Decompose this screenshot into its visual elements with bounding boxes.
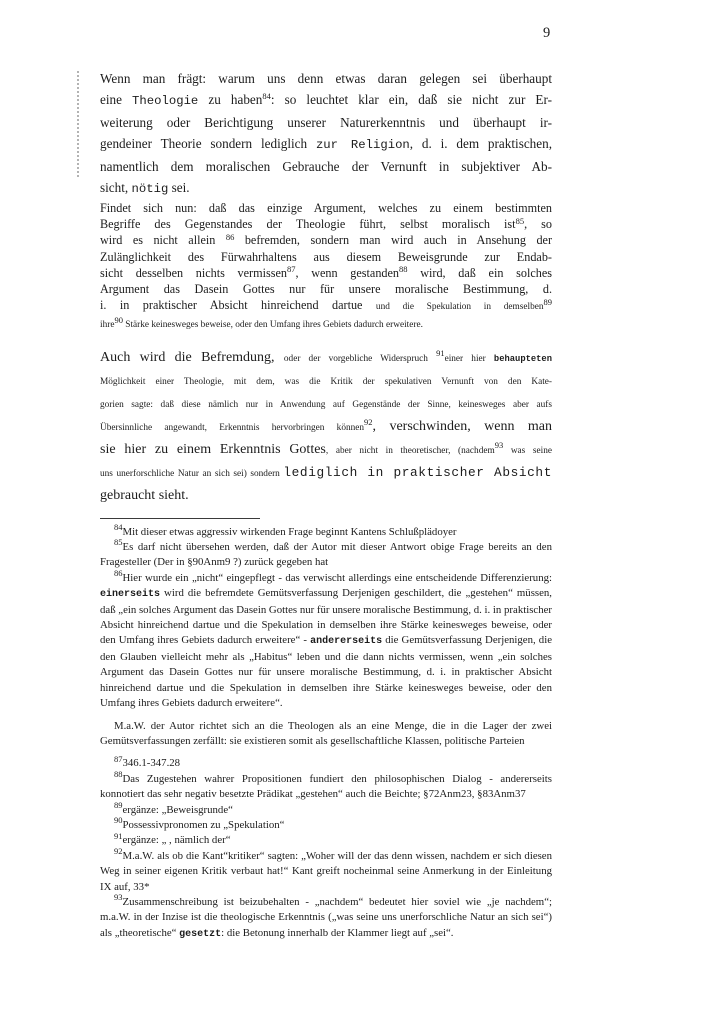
text-segment: weiterung oder Berichtigung unserer Naturerkenntnis und überhaupt ir- bbox=[100, 115, 552, 130]
text-segment: Mit dieser etwas aggressiv wirkenden Frage beginnt Kantens Schlußplädoyer bbox=[122, 525, 457, 538]
text-line bbox=[100, 249, 552, 265]
text-line bbox=[100, 156, 552, 177]
text-segment: befremden, sondern man wird auch in Ansehung der bbox=[234, 233, 553, 248]
text-segment: lediglich in praktischer Absicht bbox=[283, 464, 552, 480]
text-segment: ergänze: „ , nämlich der“ bbox=[122, 834, 231, 847]
text-line bbox=[100, 297, 552, 315]
text-segment: i. in praktischer Absicht hinreichend dartue bbox=[100, 298, 376, 313]
text-segment: Es darf nicht übersehen werden, daß der Autor mit dieser Antwort obige Frage bereits an den Fragesteller (Der in §90Anm9 ?) zurück gegeben hat bbox=[100, 541, 552, 569]
footnote-marker: 86 bbox=[114, 568, 123, 579]
text-segment: wird es nicht allein bbox=[100, 233, 226, 248]
footnotes bbox=[100, 521, 552, 943]
footnote-ref: 91 bbox=[436, 347, 445, 358]
text-segment: andererseits bbox=[310, 636, 383, 648]
text-segment: , aber nicht in theoretischer, (nachdem bbox=[325, 445, 495, 456]
text-segment: einer hier bbox=[444, 353, 494, 364]
footnote-ref: 90 bbox=[114, 314, 123, 325]
text-line bbox=[100, 347, 552, 370]
footnote-ref: 89 bbox=[543, 296, 552, 307]
text-segment: gebraucht sieht. bbox=[100, 487, 189, 503]
text-segment: wird die befremdete Gemütsverfassung Derjenigen geschildert, die „gestehen“ müssen, daß „ein solches Argument das Dasein Gottes nur für unsere moralische Bestimmung, d. i. in praktischer Absicht hinreichend dartue und die Spekulation in demselben ihre Stärke keinesweges beweise, oder den Umfang ihres Gebiets dadurch erweitere“ - bbox=[100, 587, 552, 647]
text-segment: Wenn man frägt: warum uns denn etwas daran gelegen sei überhaupt bbox=[100, 71, 552, 86]
text-segment: , so bbox=[524, 217, 552, 232]
text-line bbox=[100, 439, 552, 462]
text-segment: gesetzt bbox=[179, 928, 222, 940]
text-segment: Theologie bbox=[132, 94, 199, 108]
page-number: 9 bbox=[543, 25, 551, 41]
text-segment: oder der vorgebliche Widerspruch bbox=[283, 353, 437, 364]
text-segment: die Gemütsverfassung Derjenigen, die den Glauben vielleicht mehr als „Habitus“ leben und die dann nichts vermissen, wenn „ein solches Argument das Dasein Gottes nur für unsere moralische Bestimmung, d. i. in praktischer Absicht hinreichend dartue und die Spekulation in demselben ihre Stärke keinesweges beweise, oder den Umfang ihres Gebiets dadurch erweitere“. bbox=[100, 634, 552, 710]
footnote-ref: 92 bbox=[364, 416, 373, 427]
text-line bbox=[100, 216, 552, 232]
paragraph-2 bbox=[100, 200, 552, 334]
text-segment: zur Religion bbox=[315, 138, 410, 152]
footnote-continuation bbox=[100, 719, 552, 750]
text-line bbox=[100, 177, 552, 200]
footnote-90 bbox=[100, 815, 552, 833]
footnote-87 bbox=[100, 753, 552, 771]
text-segment: M.a.W. als ob die Kant“kritiker“ sagten: „Woher will der das denn wissen, nachdem er sich diesen Weg in seiner eigenen Kritik verbaut hat!“ Kant greift nocheinmal seine Anmerkung in der Einleitung IX auf, 33* bbox=[100, 849, 552, 893]
footnote-marker: 93 bbox=[114, 892, 123, 903]
text-segment: ergänze: „Beweisgrunde“ bbox=[122, 803, 233, 816]
text-line bbox=[100, 265, 552, 281]
footnote-85 bbox=[100, 537, 552, 571]
footnote-86 bbox=[100, 568, 552, 712]
text-segment: Hier wurde ein „nicht“ eingepflegt - das verwischt allerdings eine entscheidende Differenzierung: bbox=[122, 571, 552, 584]
text-segment: sei. bbox=[168, 180, 190, 195]
text-segment: nötig bbox=[131, 182, 169, 196]
text-segment: Possessivpronomen zu „Spekulation“ bbox=[122, 818, 285, 831]
footnote-84 bbox=[100, 521, 552, 540]
text-line bbox=[100, 315, 552, 333]
text-line bbox=[100, 416, 552, 439]
text-line bbox=[100, 68, 552, 89]
footnote-93 bbox=[100, 892, 552, 942]
text-segment: und die Spekulation in demselben bbox=[375, 302, 544, 313]
text-segment: eine bbox=[100, 92, 133, 107]
text-line bbox=[100, 281, 552, 297]
text-segment: Auch wird die Befremdung, bbox=[100, 349, 284, 365]
paragraph-1 bbox=[100, 68, 552, 200]
text-segment: Begriffe des Gegenstandes der Theologie führt, selbst moralisch ist bbox=[100, 217, 516, 232]
text-segment: uns unerforschliche Natur an sich sei) sondern bbox=[100, 468, 284, 479]
text-line bbox=[100, 485, 552, 506]
text-line bbox=[100, 232, 552, 248]
text-segment: sicht desselben nichts vermissen bbox=[100, 265, 287, 280]
text-segment: behaupteten bbox=[493, 353, 552, 364]
text-segment: Argument das Dasein Gottes nur für unsere moralische Bestimmung, d. bbox=[100, 282, 552, 297]
text-line bbox=[100, 462, 552, 485]
text-segment: namentlich dem moralischen Gebrauche der Vernunft in subjektiver Ab- bbox=[100, 159, 552, 174]
text-segment: wird, daß ein solches bbox=[407, 265, 552, 280]
footnote-ref: 84 bbox=[262, 91, 271, 102]
text-segment: einerseits bbox=[100, 589, 161, 601]
text-line bbox=[100, 133, 552, 156]
text-segment: was seine bbox=[503, 445, 552, 456]
footnote-marker: 92 bbox=[114, 846, 123, 857]
text-line bbox=[100, 89, 552, 112]
text-segment: M.a.W. der Autor richtet sich an die Theologen als an eine Menge, die in die Lager der zwei Gemütsverfassungen zerfällt: sie existieren somit als gesellschaftliche Klassen, politische Parteien bbox=[100, 719, 552, 747]
footnote-89 bbox=[100, 799, 552, 818]
text-segment: : so leuchtet klar ein, daß sie nicht zur Er- bbox=[270, 92, 553, 107]
text-segment: gendeiner Theorie sondern lediglich bbox=[100, 136, 316, 151]
text-column bbox=[100, 68, 552, 942]
text-segment: , verschwinden, wenn man bbox=[372, 418, 552, 434]
text-segment: Das Zugestehen wahrer Propositionen fundiert den philosophischen Dialog - andererseits konnotiert das sehr negativ besetzte Prädikat „gestehen“ auch die Beichte; §72Anm23, §83Anm37 bbox=[100, 772, 552, 801]
text-segment: , d. i. dem praktischen, bbox=[409, 136, 553, 151]
footnote-88 bbox=[100, 769, 552, 803]
footnote-marker: 88 bbox=[114, 769, 123, 780]
footnote-separator bbox=[100, 518, 260, 519]
footnote-marker: 91 bbox=[114, 830, 123, 841]
text-segment: Findet sich nun: daß das einzige Argument, welches zu einem bestimmten bbox=[100, 201, 552, 215]
paragraph-3 bbox=[100, 347, 552, 506]
footnote-91 bbox=[100, 830, 552, 848]
footnote-ref: 87 bbox=[286, 264, 296, 275]
text-segment: Zusammenschreibung ist beizubehalten - „nachdem“ bedeutet hier soviel wie „je nachdem“; m.a.W. in der Inzise ist die theologische Erkenntnis („was seine uns unerforschliche Natur an sich sei“) als „theoretische“ bbox=[100, 895, 552, 939]
footnote-marker: 85 bbox=[114, 537, 123, 548]
main-text bbox=[100, 68, 552, 506]
text-line bbox=[100, 112, 552, 133]
text-segment: , wenn gestanden bbox=[295, 265, 400, 280]
footnote-ref: 86 bbox=[225, 231, 235, 242]
text-segment: ihre bbox=[100, 320, 115, 331]
footnote-marker: 90 bbox=[114, 815, 123, 826]
text-segment: : die Betonung innerhalb der Klammer liegt auf „sei“. bbox=[221, 926, 454, 939]
footnote-ref: 88 bbox=[399, 264, 408, 275]
footnote-92 bbox=[100, 846, 552, 895]
text-segment: Zulänglichkeit des Fürwahrhaltens aus diesem Beweisgrunde zur Endab- bbox=[100, 249, 552, 264]
footnote-ref: 85 bbox=[515, 215, 525, 226]
text-segment: sicht, bbox=[100, 180, 132, 195]
text-line bbox=[100, 370, 552, 393]
footnote-ref: 93 bbox=[494, 439, 504, 450]
text-segment: Übersinnliche angewandt, Erkenntnis hervorbringen können bbox=[100, 422, 365, 433]
text-line bbox=[100, 200, 552, 216]
text-segment: Stärke keinesweges beweise, oder den Umfang ihres Gebiets dadurch erweitere. bbox=[122, 320, 423, 331]
text-segment: 346.1-347.28 bbox=[122, 757, 181, 770]
text-segment: sie hier zu einem Erkenntnis Gottes bbox=[100, 441, 326, 457]
text-segment: Möglichkeit einer Theologie, mit dem, was die Kritik der spekulativen Vernunft von den Kate- bbox=[100, 376, 552, 387]
footnote-marker: 84 bbox=[114, 521, 123, 532]
text-segment: gorien sagte: daß diese nämlich nur in Anwendung auf Gegenstände der Sinne, keinesweges aber aufs bbox=[100, 399, 552, 410]
text-line bbox=[100, 393, 552, 416]
footnote-marker: 89 bbox=[114, 799, 123, 810]
text-segment: zu haben bbox=[198, 92, 263, 107]
footnote-marker: 87 bbox=[114, 753, 123, 764]
